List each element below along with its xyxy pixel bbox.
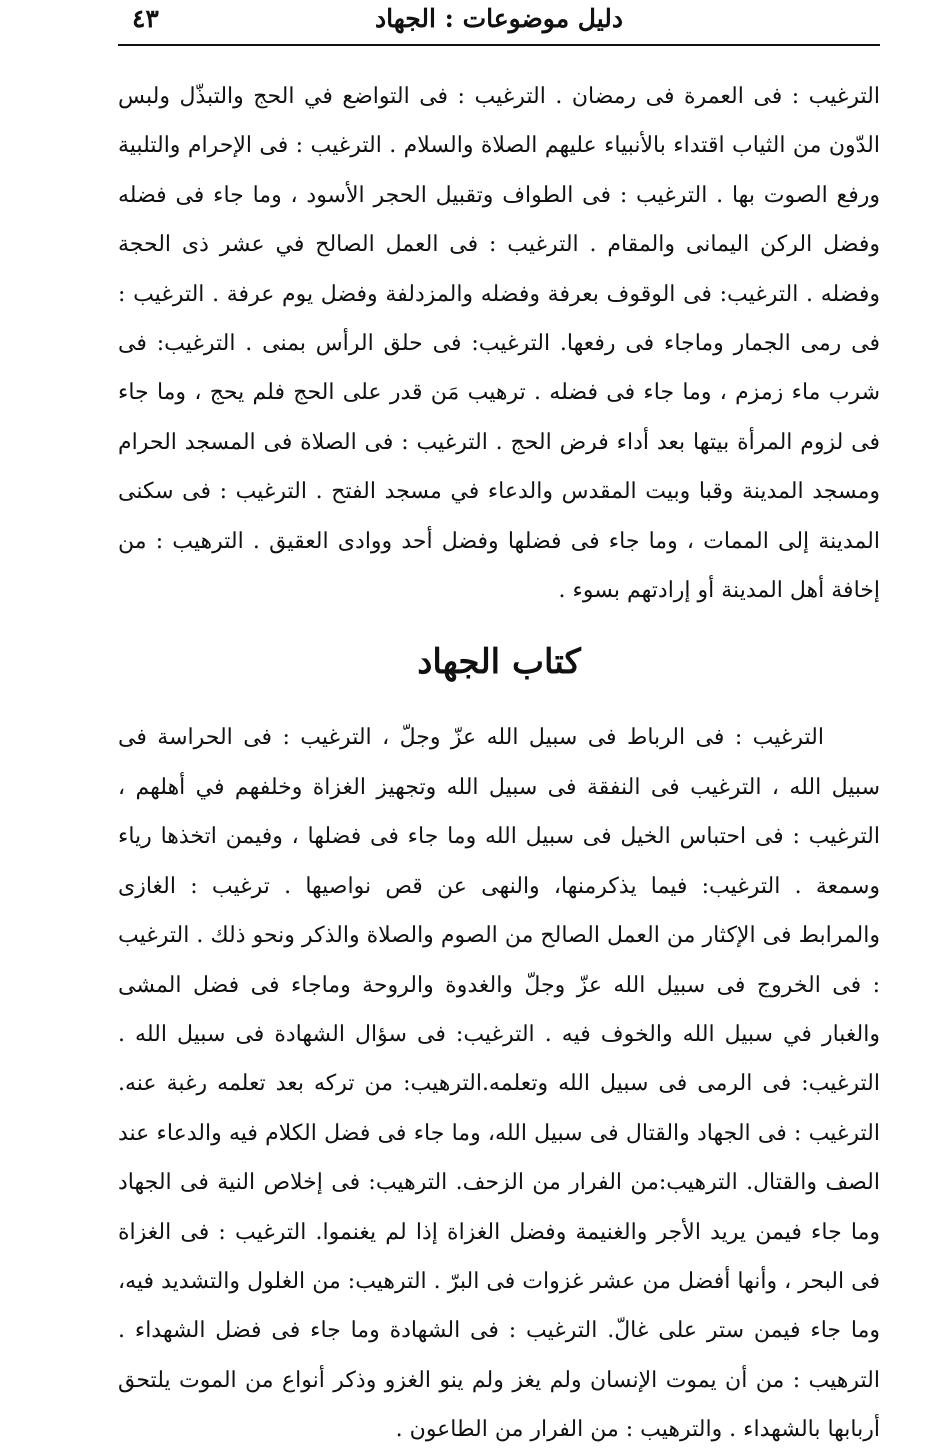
- section-heading: كتاب الجهاد: [417, 642, 581, 683]
- page-number: ٤٣: [132, 4, 159, 33]
- page-header: [118, 0, 880, 46]
- jihad-topics-paragraph: الترغيب : فى الرباط فى سبيل الله عزّ وجلّ ، الترغيب : فى الحراسة فى سبيل الله ، الترغيب فى النفقة فى سبيل الله وتجهيز الغزاة وخلفهم في أهلهم ، الترغيب : فى احتباس الخيل فى سبيل الله وما جاء فى فضلها ، وفيمن اتخذها رياء وسمعة . الترغيب: فيما يذكرمنها، والنهى عن قص نواصيها . ترغيب : الغازى والمرابط فى الإكثار من العمل الصالح من الصوم والصلاة والذكر ونحو ذلك . الترغيب : فى الخروج فى سبيل الله عزّ وجلّ والغدوة والروحة وماجاء فى فضل المشى والغبار في سبيل الله والخوف فيه . الترغيب: فى سؤال الشهادة فى سبيل الله . الترغيب: فى الرمى فى سبيل الله وتعلمه.الترهيب: من تركه بعد تعلمه رغبة عنه. الترغيب : فى الجهاد والقتال فى سبيل الله، وما جاء فى فضل الكلام فيه والدعاء عند الصف والقتال. الترهيب:من الفرار من الزحف. الترهيب: فى إخلاص النية فى الجهاد وما جاء فيمن يريد الأجر والغنيمة وفضل الغزاة إذا لم يغنموا. الترغيب : فى الغزاة فى البحر ، وأنها أفضل من عشر غزوات فى البرّ . الترهيب: من الغلول والتشديد فيه، وما جاء فيمن ستر على غالّ. الترغيب : فى الشهادة وما جاء فى فضل الشهداء . الترهيب : من أن يموت الإنسان ولم يغز ولم ينو الغزو وذكر أنواع من الموت يلتحق أربابها بالشهداء . والترهيب : من الفرار من الطاعون .: [118, 725, 880, 1443]
- running-title: دليل موضوعات : الجهاد: [374, 4, 624, 33]
- page-body: [118, 72, 880, 1455]
- hajj-topics-paragraph: الترغيب : فى العمرة فى رمضان . الترغيب : فى التواضع في الحج والتبذّل ولبس الدّون من الثياب اقتداء بالأنبياء عليهم الصلاة والسلام . الترغيب : فى الإحرام والتلبية ورفع الصوت بها . الترغيب : فى الطواف وتقبيل الحجر الأسود ، وما جاء فى فضله وفضل الركن اليمانى والمقام . الترغيب : فى العمل الصالح في عشر ذى الحجة وفضله . الترغيب: فى الوقوف بعرفة وفضله والمزدلفة وفضل يوم عرفة . الترغيب : فى رمى الجمار وماجاء فى رفعها. الترغيب: فى حلق الرأس بمنى . الترغيب: فى شرب ماء زمزم ، وما جاء فى فضله . ترهيب مَن قدر على الحج فلم يحج ، وما جاء فى لزوم المرأة بيتها بعد أداء فرض الحج . الترغيب : فى الصلاة فى المسجد الحرام ومسجد المدينة وقبا وبيت المقدس والدعاء في مسجد الفتح . الترغيب : فى سكنى المدينة إلى الممات ، وما جاء فى فضلها وفضل أحد ووادى العقيق . الترهيب : من إخافة أهل المدينة أو إرادتهم بسوء .: [118, 84, 880, 604]
